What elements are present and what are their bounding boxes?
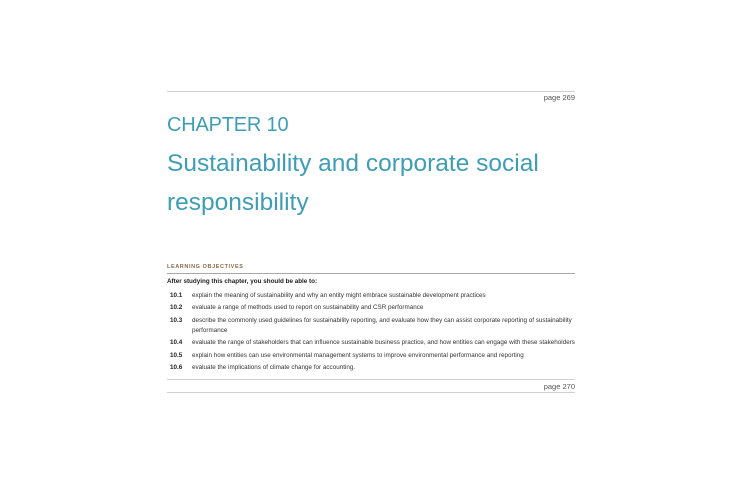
objective-number: 10.6 — [170, 363, 183, 371]
objective-text: evaluate a range of methods used to report on sustainability and CSR performance — [192, 304, 424, 312]
objective-text: evaluate the range of stakeholders that can influence sustainable business practice, and how entities can engage with these stakeholders — [192, 339, 575, 347]
objective-number: 10.2 — [170, 304, 183, 312]
objective-text: explain the meaning of sustainability and why an entity might embrace sustainable development practices — [192, 292, 486, 299]
objective-number: 10.1 — [170, 292, 183, 299]
objective-number: 10.3 — [170, 316, 183, 324]
list-item — [170, 303, 575, 314]
list-item — [170, 291, 575, 302]
list-item — [170, 338, 575, 349]
objective-text: explain how entities can use environmental management systems to improve environmental performance and reporting — [192, 351, 524, 359]
chapter-title — [167, 144, 575, 222]
learning-objectives-intro: After studying this chapter, you should be able to: — [167, 278, 318, 285]
list-item — [170, 363, 575, 374]
learning-objectives-rule — [167, 273, 575, 274]
chapter-title-line-1: Sustainability and corporate social — [167, 150, 539, 177]
objective-number: 10.4 — [170, 339, 183, 347]
objective-number: 10.5 — [170, 351, 183, 359]
learning-objectives-heading: LEARNING OBJECTIVES — [167, 264, 244, 270]
chapter-title-line-2: responsibility — [167, 189, 309, 216]
top-rule — [167, 91, 575, 92]
list-item — [170, 316, 575, 337]
objective-text: describe the commonly used guidelines for sustainability reporting, and evaluate how they can assist corporate reporting of sustainability performance — [192, 316, 572, 335]
chapter-label: CHAPTER 10 — [167, 114, 289, 136]
page-number-bottom: page 270 — [543, 382, 575, 392]
page-number-top: page 269 — [543, 93, 575, 102]
content-column — [167, 0, 575, 393]
bottom-rule — [167, 379, 575, 380]
bottom-rule-lower — [167, 392, 575, 393]
objectives-list — [167, 291, 575, 373]
objective-text: evaluate the implications of climate change for accounting. — [192, 363, 356, 371]
list-item — [170, 351, 575, 362]
